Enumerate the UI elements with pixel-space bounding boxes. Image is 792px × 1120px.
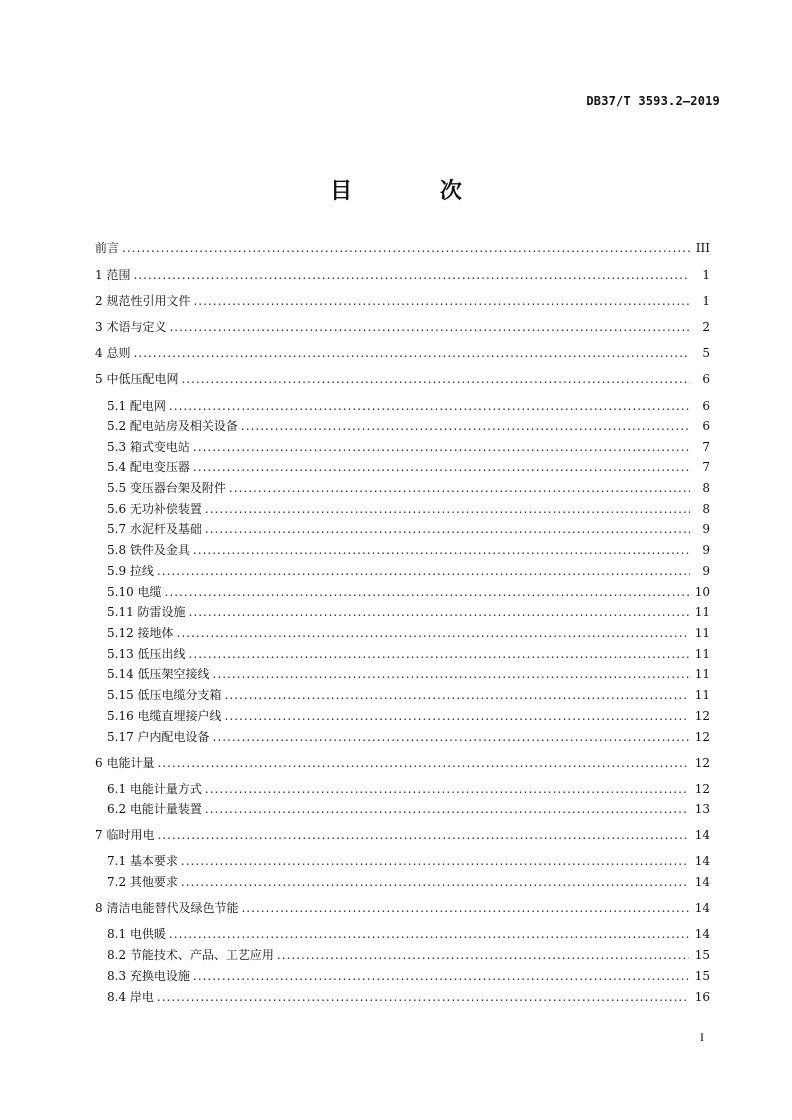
toc-entry-page: 14: [694, 828, 710, 842]
toc-entry-page: 5: [702, 346, 710, 360]
toc-entry-page: 15: [694, 948, 710, 962]
toc-entry-page: 1: [702, 294, 710, 308]
toc-entry[interactable]: [107, 398, 710, 414]
toc-entry[interactable]: [107, 563, 710, 579]
toc-entry-label: 7.2 其他要求: [107, 875, 178, 889]
toc-leader-dots: [157, 563, 690, 579]
toc-leader-dots: [205, 801, 689, 817]
toc-entry-label: 5.4 配电变压器: [107, 460, 190, 474]
toc-entry-page: 11: [694, 605, 710, 619]
toc-entry[interactable]: [95, 345, 710, 361]
toc-entry-page: 8: [702, 481, 710, 495]
toc-entry-label: 7.1 基本要求: [107, 854, 178, 868]
toc-entry-page: 1: [702, 268, 710, 282]
toc-entry-label: 前言: [95, 241, 120, 255]
toc-entry-page: 9: [702, 564, 710, 578]
toc-entry-page: 8: [702, 502, 710, 516]
toc-entry-page: 6: [702, 419, 710, 433]
toc-leader-dots: [193, 459, 690, 475]
toc-entry-page: 12: [694, 709, 710, 723]
toc-entry-label: 8 清洁电能替代及绿色节能: [95, 901, 239, 915]
toc-entry-label: 4 总则: [95, 346, 131, 360]
toc-entry-label: 5 中低压配电网: [95, 372, 179, 386]
toc-entry[interactable]: [107, 801, 710, 817]
toc-entry-page: III: [695, 241, 710, 255]
toc-leader-dots: [193, 968, 689, 984]
toc-leader-dots: [157, 755, 688, 771]
toc-entry[interactable]: [107, 874, 710, 890]
toc-entry[interactable]: [107, 926, 710, 942]
toc-entry-page: 11: [694, 647, 710, 661]
toc-leader-dots: [193, 293, 690, 309]
toc-entry[interactable]: [107, 584, 710, 600]
toc-entry-label: 6 电能计量: [95, 756, 155, 770]
toc-leader-dots: [165, 584, 689, 600]
toc-entry[interactable]: [95, 319, 710, 335]
toc-entry-label: 6.2 电能计量装置: [107, 802, 202, 816]
toc-entry-label: 5.8 铁件及金具: [107, 543, 190, 557]
toc-entry-page: 11: [694, 688, 710, 702]
toc-entry[interactable]: [107, 439, 710, 455]
toc-entry[interactable]: [107, 625, 710, 641]
toc-entry[interactable]: [107, 666, 710, 682]
toc-entry-label: 8.2 节能技术、产品、工艺应用: [107, 948, 274, 962]
toc-entry-label: 5.2 配电站房及相关设备: [107, 419, 238, 433]
toc-entry-label: 8.4 岸电: [107, 990, 154, 1004]
toc-leader-dots: [133, 267, 690, 283]
toc-entry[interactable]: [107, 989, 710, 1005]
toc-entry-label: 5.1 配电网: [107, 399, 166, 413]
toc-leader-dots: [189, 646, 689, 662]
toc-entry-label: 5.3 箱式变电站: [107, 440, 190, 454]
toc-entry[interactable]: [107, 501, 710, 517]
toc-entry-label: 5.7 水泥杆及基础: [107, 522, 202, 536]
toc-entry[interactable]: [107, 968, 710, 984]
toc-leader-dots: [213, 729, 689, 745]
toc-entry-label: 5.10 电缆: [107, 585, 162, 599]
toc-entry[interactable]: [95, 827, 710, 843]
toc-entry-page: 10: [694, 585, 710, 599]
toc-entry-label: 8.1 电供暖: [107, 927, 166, 941]
toc-entry[interactable]: [107, 604, 710, 620]
toc-entry-page: 12: [694, 782, 710, 796]
toc-entry-label: 5.14 低压架空接线: [107, 667, 210, 681]
toc-leader-dots: [241, 900, 688, 916]
toc-entry-label: 8.3 充换电设施: [107, 969, 190, 983]
toc-entry-label: 5.11 防雷设施: [107, 605, 186, 619]
toc-entry-page: 6: [702, 372, 710, 386]
toc-entry-label: 5.9 拉线: [107, 564, 154, 578]
toc-leader-dots: [169, 398, 690, 414]
toc-entry[interactable]: [95, 267, 710, 283]
toc-leader-dots: [277, 947, 689, 963]
toc-leader-dots: [169, 319, 690, 335]
toc-entry[interactable]: [107, 853, 710, 869]
toc-leader-dots: [205, 501, 690, 517]
page-title: 目 次: [330, 179, 502, 204]
toc-entry-page: 14: [694, 875, 710, 889]
toc-entry-label: 5.15 低压电缆分支箱: [107, 688, 222, 702]
standard-code: DB37/T 3593.2—2019: [586, 94, 720, 108]
toc-leader-dots: [157, 827, 688, 843]
page-number: I: [700, 1030, 704, 1044]
toc-entry[interactable]: [95, 900, 710, 916]
toc-entry-page: 12: [694, 756, 710, 770]
toc-leader-dots: [189, 604, 689, 620]
toc-entry-page: 14: [694, 927, 710, 941]
toc-entry-page: 13: [694, 802, 710, 816]
toc-entry[interactable]: [95, 293, 710, 309]
toc-entry-page: 15: [694, 969, 710, 983]
toc-entry-page: 11: [694, 667, 710, 681]
toc-entry[interactable]: [107, 781, 710, 797]
toc-entry-label: 5.12 接地体: [107, 626, 174, 640]
toc-entry-page: 9: [702, 543, 710, 557]
toc-entry-page: 16: [694, 990, 710, 1004]
toc-leader-dots: [157, 989, 689, 1005]
toc-entry[interactable]: [107, 947, 710, 963]
toc-entry[interactable]: [107, 729, 710, 745]
toc-entry-page: 7: [702, 460, 710, 474]
toc-entry[interactable]: [107, 521, 710, 537]
toc-entry-label: 6.1 电能计量方式: [107, 782, 202, 796]
toc-entry[interactable]: [107, 687, 710, 703]
toc-entry-label: 5.6 无功补偿装置: [107, 502, 202, 516]
toc-entry-page: 11: [694, 626, 710, 640]
toc-leader-dots: [177, 625, 689, 641]
toc-leader-dots: [205, 781, 689, 797]
toc-entry[interactable]: [95, 371, 710, 387]
toc-leader-dots: [193, 542, 690, 558]
toc-leader-dots: [213, 666, 689, 682]
toc-entry-page: 14: [694, 854, 710, 868]
toc-leader-dots: [229, 480, 690, 496]
toc-leader-dots: [225, 708, 689, 724]
toc-leader-dots: [225, 687, 689, 703]
toc-leader-dots: [181, 874, 689, 890]
toc-entry[interactable]: [107, 646, 710, 662]
toc-entry-label: 5.16 电缆直埋接户线: [107, 709, 222, 723]
toc-entry-page: 12: [694, 730, 710, 744]
toc-entry-label: 5.5 变压器台架及附件: [107, 481, 226, 495]
toc-entry-page: 9: [702, 522, 710, 536]
toc-leader-dots: [169, 926, 689, 942]
toc-leader-dots: [122, 240, 690, 256]
toc-entry[interactable]: [107, 459, 710, 475]
toc-leader-dots: [205, 521, 690, 537]
toc-leader-dots: [133, 345, 690, 361]
toc-entry-page: 7: [702, 440, 710, 454]
toc-entry[interactable]: [107, 708, 710, 724]
toc-entry[interactable]: [95, 755, 710, 771]
toc-leader-dots: [181, 853, 689, 869]
toc-leader-dots: [241, 418, 690, 434]
toc-leader-dots: [193, 439, 690, 455]
toc-entry-label: 7 临时用电: [95, 828, 155, 842]
toc-entry-page: 2: [702, 320, 710, 334]
toc-entry[interactable]: [107, 480, 710, 496]
toc-entry-label: 2 规范性引用文件: [95, 294, 191, 308]
toc-entry-label: 1 范围: [95, 268, 131, 282]
toc-entry-label: 5.13 低压出线: [107, 647, 186, 661]
toc-entry-page: 14: [694, 901, 710, 915]
toc-entry[interactable]: [107, 542, 710, 558]
toc-entry-label: 5.17 户内配电设备: [107, 730, 210, 744]
toc-leader-dots: [181, 371, 690, 387]
toc-entry-label: 3 术语与定义: [95, 320, 167, 334]
toc-entry[interactable]: [95, 240, 710, 256]
toc-entry[interactable]: [107, 418, 710, 434]
toc-entry-page: 6: [702, 399, 710, 413]
